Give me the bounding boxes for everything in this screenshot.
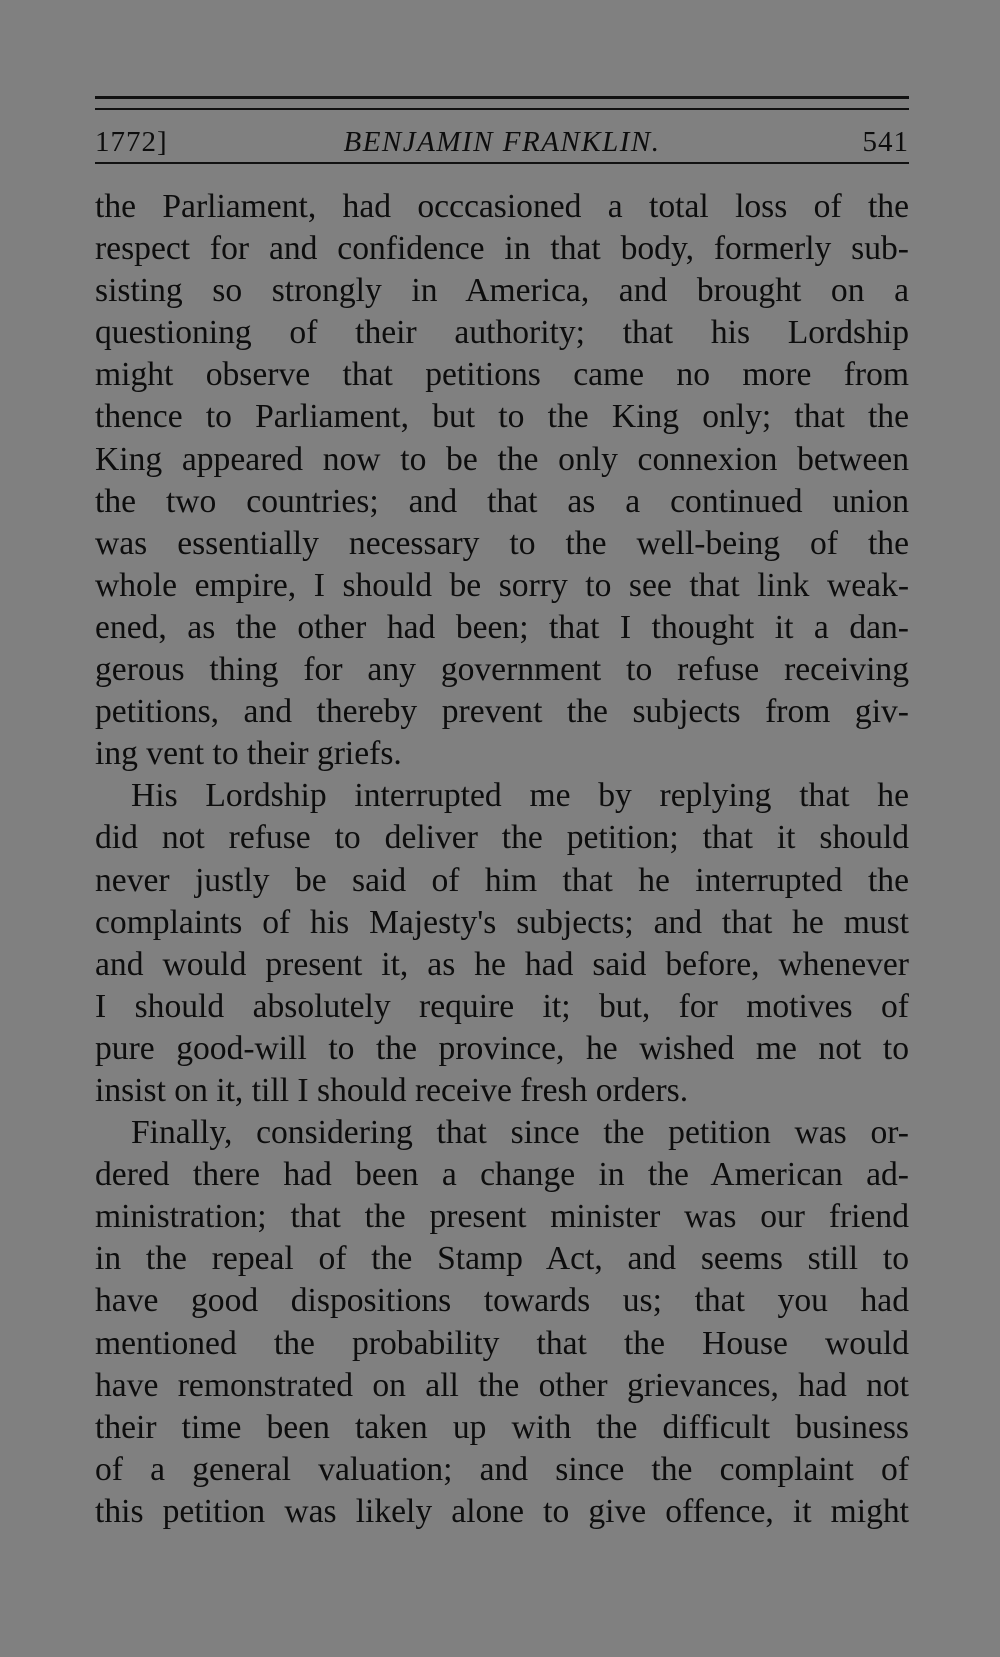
text-line: might observe that petitions came no more from xyxy=(95,356,909,394)
text-line: pure good-will to the province, he wished me not to xyxy=(95,1029,909,1067)
text-line: have remonstrated on all the other grievances, had not xyxy=(95,1366,909,1404)
text-line: respect for and confidence in that body, formerly sub- xyxy=(95,230,909,268)
page-number: 541 xyxy=(862,126,909,158)
text-line: dered there had been a change in the American ad- xyxy=(95,1156,909,1194)
text-line: ministration; that the present minister was our friend xyxy=(95,1198,909,1236)
text-line: complaints of his Majesty's subjects; and that he must xyxy=(95,903,909,941)
head-rule xyxy=(95,162,909,164)
book-page xyxy=(95,96,909,1533)
text-line: mentioned the probability that the House would xyxy=(95,1324,909,1362)
text-line: in the repeal of the Stamp Act, and seems still to xyxy=(95,1240,909,1278)
text-line: was essentially necessary to the well-being of the xyxy=(95,524,909,562)
text-line: the Parliament, had occcasioned a total loss of the xyxy=(95,188,909,225)
text-line: petitions, and thereby prevent the subjects from giv- xyxy=(95,693,909,731)
text-line: questioning of their authority; that his Lordship xyxy=(95,314,909,352)
text-line: the two countries; and that as a continued union xyxy=(95,482,909,520)
text-line: of a general valuation; and since the complaint of xyxy=(95,1450,909,1488)
text-line: did not refuse to deliver the petition; that it should xyxy=(95,819,909,857)
text-line: His Lordship interrupted me by replying that he xyxy=(131,777,909,815)
body-text xyxy=(95,186,909,1533)
text-line: this petition was likely alone to give offence, it might xyxy=(95,1492,909,1530)
text-line: ened, as the other had been; that I thought it a dan- xyxy=(95,608,909,646)
text-line: their time been taken up with the difficult business xyxy=(95,1408,909,1446)
text-line: ing vent to their griefs. xyxy=(95,735,402,773)
running-head-title: BENJAMIN FRANKLIN. xyxy=(343,126,661,158)
text-line: I should absolutely require it; but, for motives of xyxy=(95,987,909,1025)
top-rule xyxy=(95,96,909,99)
text-line: never justly be said of him that he interrupted the xyxy=(95,861,909,899)
text-line: whole empire, I should be sorry to see that link weak- xyxy=(95,566,909,604)
text-line: gerous thing for any government to refuse receiving xyxy=(95,651,909,689)
running-head-year: 1772] xyxy=(95,126,168,158)
text-line: have good dispositions towards us; that you had xyxy=(95,1282,909,1320)
text-line: Finally, considering that since the petition was or- xyxy=(131,1114,909,1152)
text-line: and would present it, as he had said before, whenever xyxy=(95,945,909,983)
running-head xyxy=(95,110,909,162)
text-line: thence to Parliament, but to the King only; that the xyxy=(95,398,909,436)
text-line: insist on it, till I should receive fresh orders. xyxy=(95,1071,689,1109)
text-line: sisting so strongly in America, and brought on a xyxy=(95,272,909,310)
text-line: King appeared now to be the only connexion between xyxy=(95,440,909,478)
